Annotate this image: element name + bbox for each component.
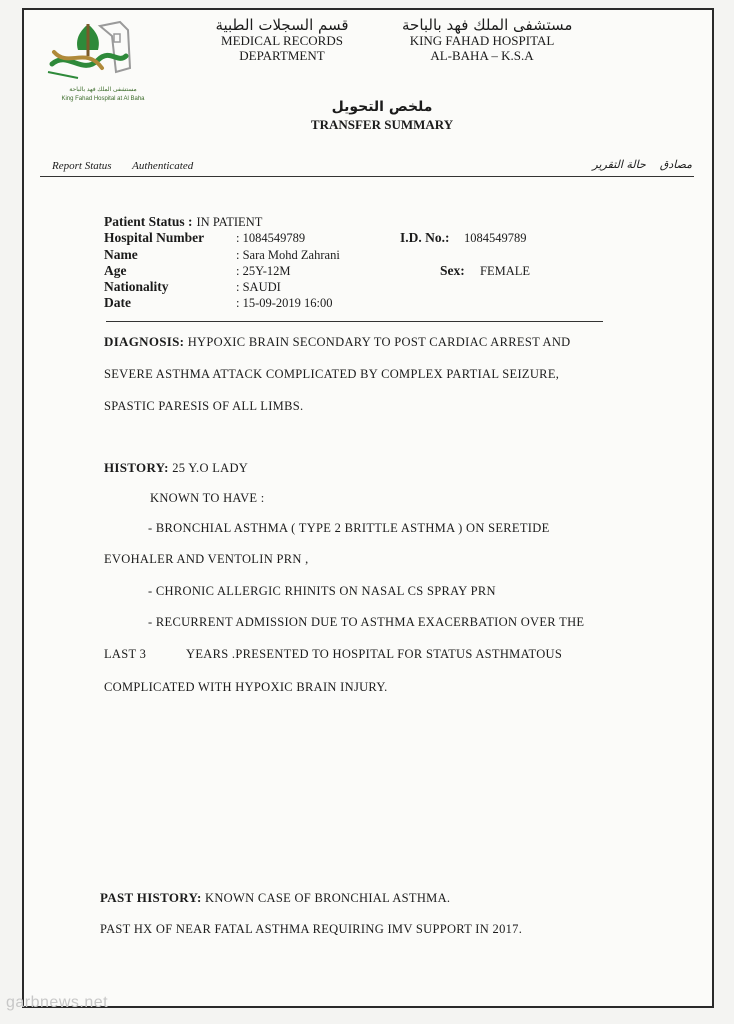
logo-caption-ar: مستشفى الملك فهد بالباحة — [69, 87, 137, 93]
logo-emblem-icon — [38, 16, 138, 88]
date-label: Date — [104, 295, 131, 310]
history-item3-line2b: YEARS .PRESENTED TO HOSPITAL FOR STATUS ASTHMATOUS — [186, 647, 563, 661]
header-divider — [40, 176, 694, 177]
report-status-value-ar: مصادق — [659, 158, 692, 171]
report-status-value: Authenticated — [132, 160, 194, 172]
department-en-line2: DEPARTMENT — [239, 48, 325, 63]
diagnosis-text-3: SPASTIC PARESIS OF ALL LIMBS. — [104, 399, 304, 413]
report-status — [52, 160, 211, 172]
nationality-label: Nationality — [104, 279, 169, 294]
department-en-line1: MEDICAL RECORDS — [221, 33, 343, 48]
watermark: garbnews.net — [6, 994, 109, 1011]
diagnosis-label: DIAGNOSIS: — [104, 334, 185, 349]
hospital-number-value: : 1084549789 — [236, 231, 306, 245]
hospital-number-label: Hospital Number — [104, 230, 205, 245]
name-value: : Sara Mohd Zahrani — [236, 248, 340, 262]
department-ar: قسم السجلات الطبية — [215, 16, 349, 34]
history-intro: 25 Y.O LADY — [172, 461, 249, 475]
hospital-en-line2: AL-BAHA – K.S.A — [430, 48, 534, 63]
hospital-ar: مستشفى الملك فهد بالباحة — [402, 16, 573, 34]
hospital-logo — [38, 16, 145, 106]
diagnosis-text-2: SEVERE ASTHMA ATTACK COMPLICATED BY COMPLEX PARTIAL SEIZURE, — [104, 367, 560, 381]
report-status-ar — [592, 158, 692, 171]
past-history-label: PAST HISTORY: — [100, 890, 202, 905]
id-label: I.D. No.: — [400, 230, 450, 245]
document-page — [22, 8, 714, 1008]
age-label: Age — [104, 263, 127, 278]
hospital-en-line1: KING FAHAD HOSPITAL — [409, 33, 555, 48]
hospital-block — [402, 16, 573, 63]
history-known: KNOWN TO HAVE : — [150, 491, 265, 505]
history-item1-line2: EVOHALER AND VENTOLIN PRN , — [104, 552, 309, 566]
history-item3-line3: COMPLICATED WITH HYPOXIC BRAIN INJURY. — [104, 680, 388, 694]
age-value: : 25Y-12M — [236, 264, 291, 278]
sex-label: Sex: — [440, 263, 465, 278]
date-value: : 15-09-2019 16:00 — [236, 296, 333, 310]
id-value: 1084549789 — [464, 231, 527, 245]
patient-status-row — [104, 213, 262, 231]
logo-caption-en: King Fahad Hospital at Al Baha — [61, 96, 145, 102]
department-block — [207, 18, 357, 63]
sex-value: FEMALE — [480, 264, 530, 278]
history-label: HISTORY: — [104, 460, 169, 475]
history-item2: - CHRONIC ALLERGIC RHINITS ON NASAL CS SPRAY PRN — [148, 584, 496, 598]
patient-status-value: IN PATIENT — [196, 215, 263, 229]
patient-status-label: Patient Status : — [104, 214, 193, 229]
past-history-line2: PAST HX OF NEAR FATAL ASTHMA REQUIRING IMV SUPPORT IN 2017. — [100, 922, 523, 936]
report-status-label: Report Status — [52, 160, 112, 172]
patient-divider — [106, 321, 603, 322]
nationality-value: : SAUDI — [236, 280, 281, 294]
diagnosis-text-1: HYPOXIC BRAIN SECONDARY TO POST CARDIAC ARREST AND — [187, 335, 571, 349]
history-heading — [104, 460, 248, 476]
past-history-row — [100, 890, 450, 906]
diagnosis-line1 — [104, 334, 571, 350]
title-en: TRANSFER SUMMARY — [310, 117, 454, 132]
past-history-value: KNOWN CASE OF BRONCHIAL ASTHMA. — [205, 891, 451, 905]
name-label: Name — [104, 247, 138, 262]
title-ar: ملخص التحويل — [331, 99, 433, 115]
history-item3-line1: - RECURRENT ADMISSION DUE TO ASTHMA EXACERBATION OVER THE — [148, 615, 585, 629]
report-status-label-ar: حالة التقرير — [592, 158, 646, 171]
history-item1-line1: - BRONCHIAL ASTHMA ( TYPE 2 BRITTLE ASTHMA ) ON SERETIDE — [148, 521, 550, 535]
history-item3-line2a: LAST 3 — [104, 647, 147, 661]
page-title — [224, 98, 540, 134]
